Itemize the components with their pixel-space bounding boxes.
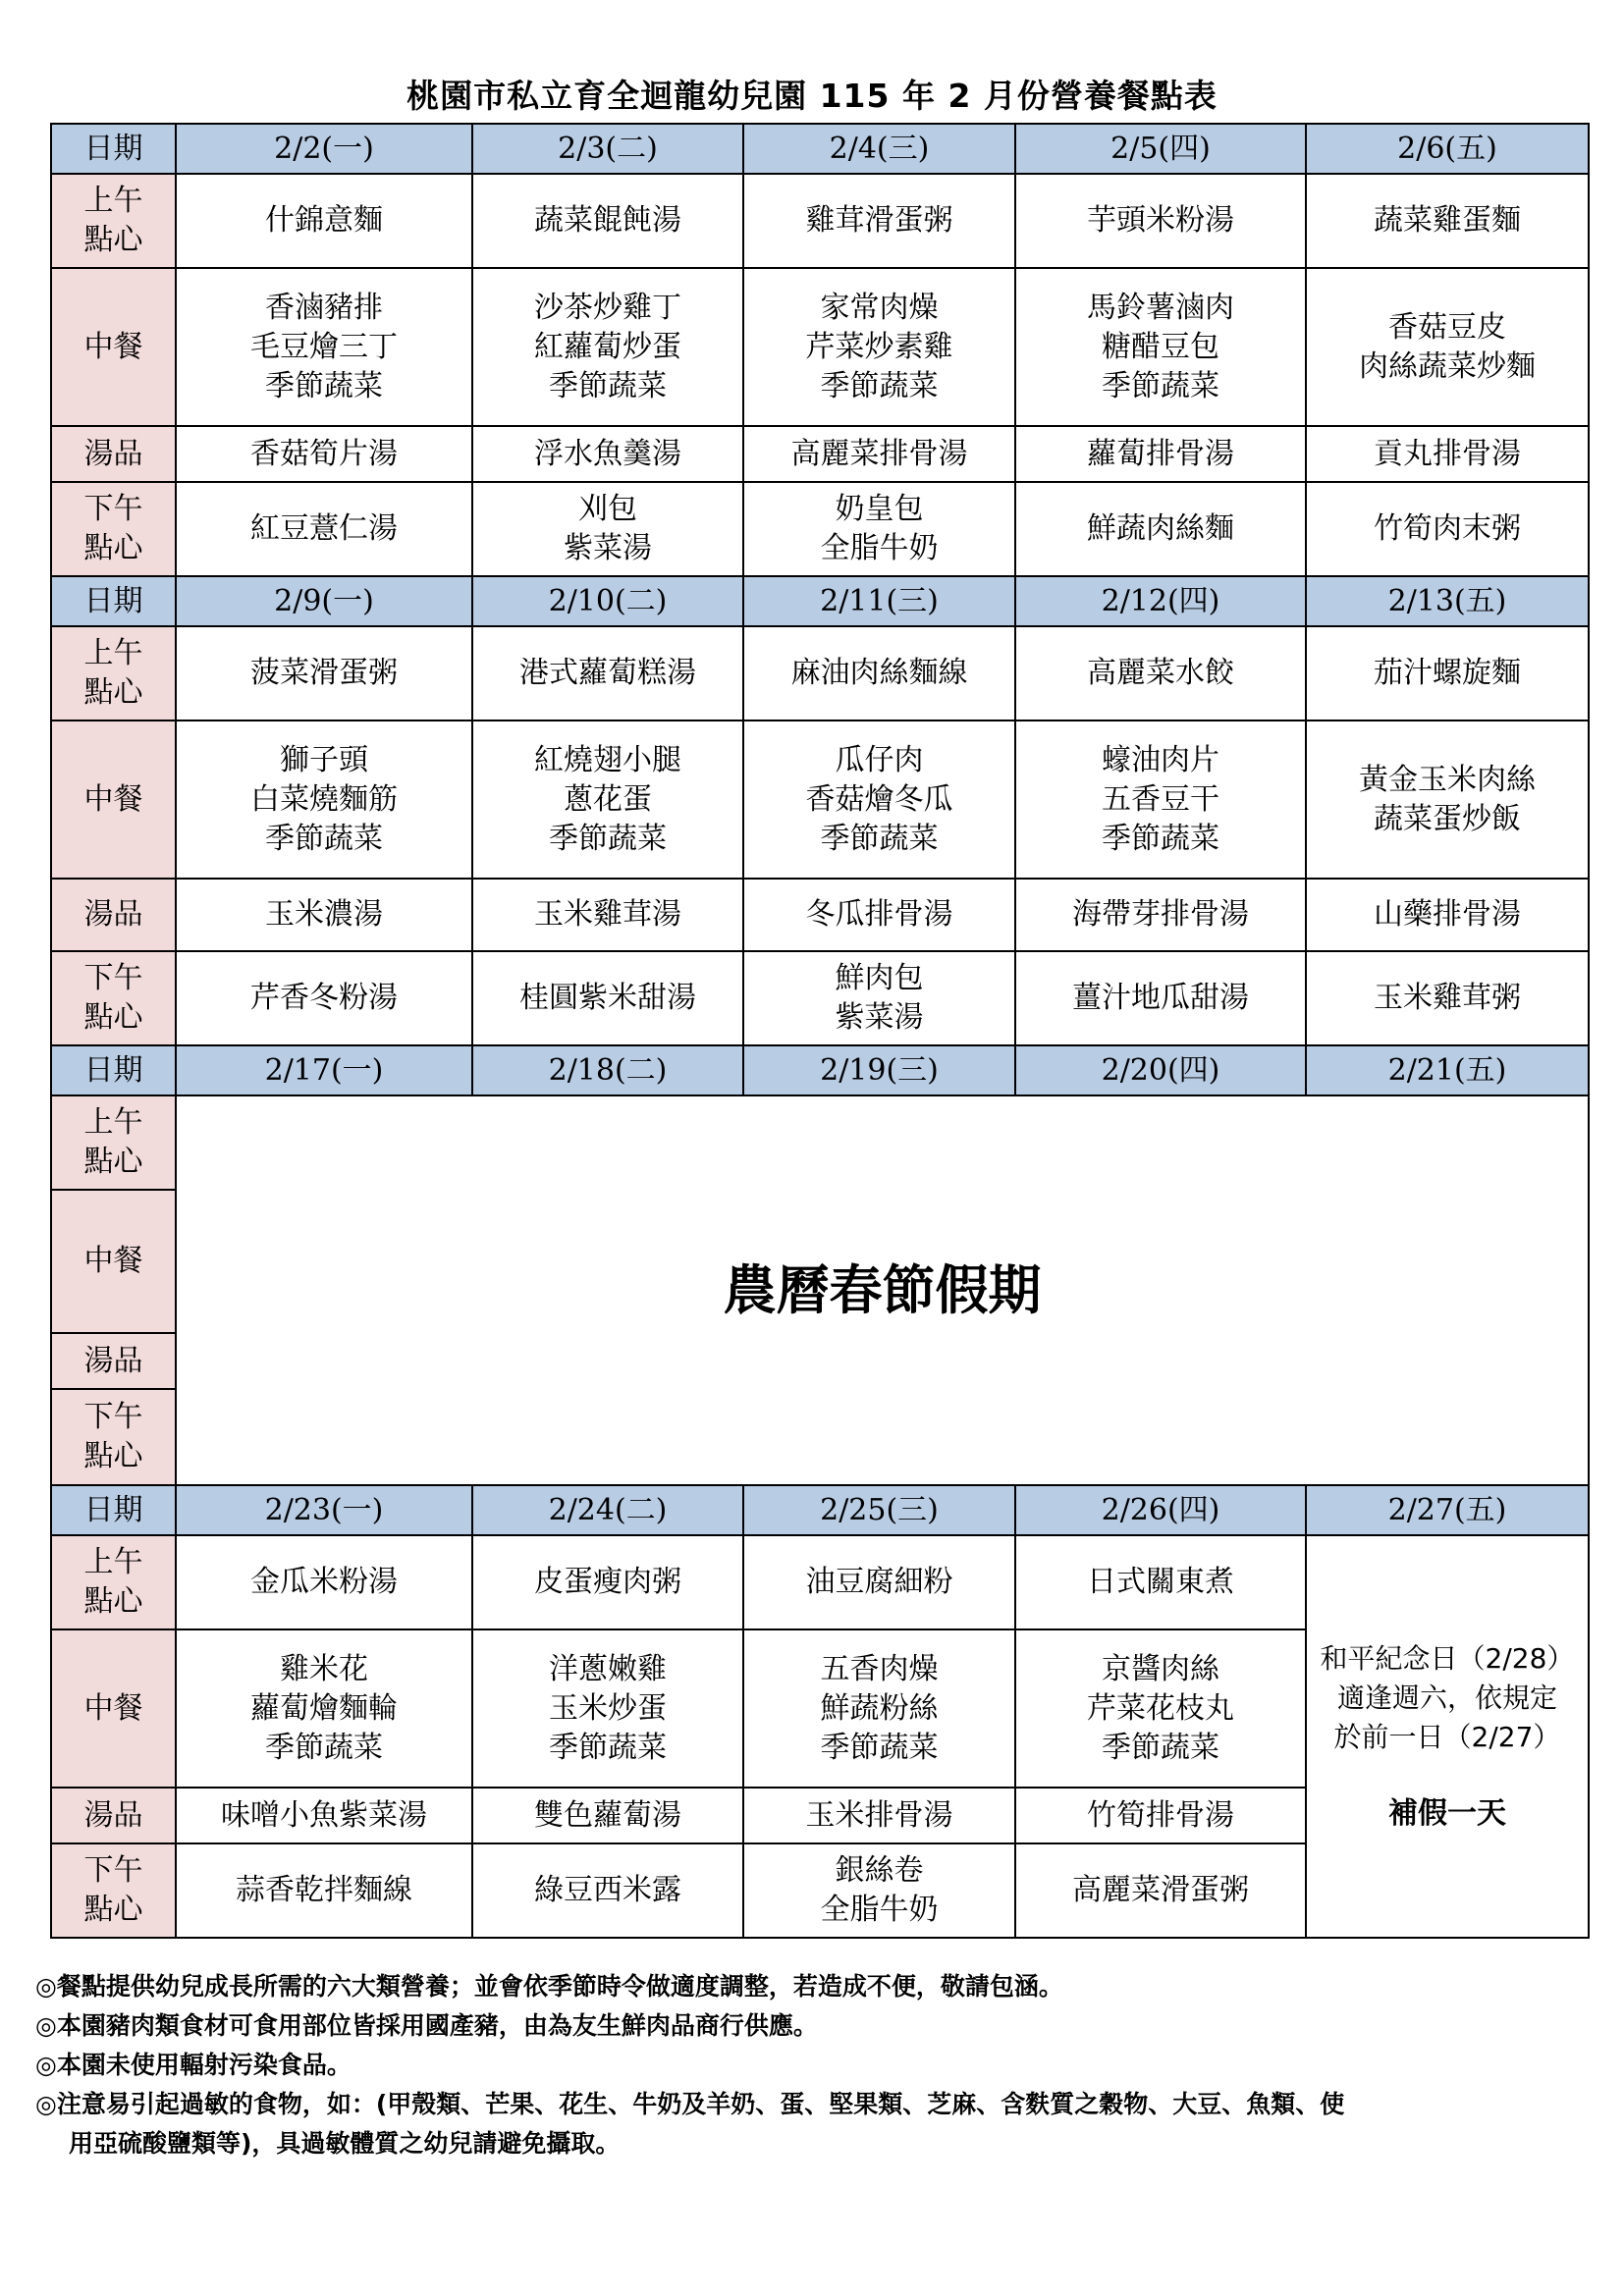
soup-menu-cell: 山藥排骨湯 [1306, 879, 1589, 951]
afternoon-label-line: 點心 [83, 1439, 143, 1473]
afternoon-label-line: 點心 [83, 1893, 143, 1927]
afternoon-menu-cell [472, 951, 743, 1045]
afternoon-menu-cell [176, 951, 472, 1045]
soup-menu-cell: 冬瓜排骨湯 [743, 879, 1015, 951]
morning-menu-cell: 金瓜米粉湯 [176, 1535, 472, 1629]
lunch-menu-cell [472, 268, 743, 426]
footnote-nutrition: ◎餐點提供幼兒成長所需的六大類營養；並會依季節時令做適度調整，若造成不便，敬請包涵。 [35, 1972, 1063, 2001]
menu-item: 紅蘿蔔炒蛋 [534, 329, 681, 364]
date-cell: 2/18(二) [472, 1045, 743, 1095]
date-cell: 2/19(三) [743, 1045, 1015, 1095]
morning-label-line: 上午 [83, 1545, 143, 1579]
note-line: 適逢週六，依規定 [1336, 1682, 1557, 1714]
menu-item: 馬鈴薯滷肉 [1087, 290, 1234, 325]
menu-item: 五香肉燥 [820, 1651, 939, 1686]
lunch-menu-cell [176, 268, 472, 426]
date-cell: 2/20(四) [1015, 1045, 1306, 1095]
menu-item: 玉米炒蛋 [549, 1690, 667, 1726]
menu-item: 奶皇包 [835, 492, 924, 526]
morning-menu-cell: 蔬菜餛飩湯 [472, 174, 743, 268]
soup-menu-cell: 浮水魚羹湯 [472, 426, 743, 482]
afternoon-menu-cell [743, 951, 1015, 1045]
morning-menu-cell: 茄汁螺旋麵 [1306, 626, 1589, 721]
week-4-morning-row [51, 1535, 1589, 1629]
week-2-afternoon-row [51, 951, 1589, 1045]
week-2-soup-row [51, 879, 1589, 951]
menu-item: 蔥花蛋 [564, 781, 652, 817]
afternoon-menu-cell [472, 482, 743, 576]
date-cell: 2/25(三) [743, 1485, 1015, 1535]
footnote-radiation: ◎本園未使用輻射污染食品。 [35, 2051, 352, 2079]
menu-item: 鮮蔬肉絲麵 [1087, 511, 1234, 546]
menu-item: 季節蔬菜 [549, 1730, 667, 1765]
menu-item: 鮮肉包 [835, 961, 924, 995]
menu-item: 薑汁地瓜甜湯 [1072, 981, 1249, 1015]
menu-item: 全脂牛奶 [820, 1893, 939, 1927]
soup-row-label: 湯品 [51, 879, 176, 951]
menu-item: 季節蔬菜 [265, 1730, 383, 1765]
holiday-notice: 農曆春節假期 [176, 1095, 1589, 1485]
menu-item: 高麗菜滑蛋粥 [1072, 1873, 1249, 1907]
menu-item: 香菇燴冬瓜 [805, 781, 953, 817]
lunch-menu-cell [176, 721, 472, 879]
afternoon-label-line: 點心 [83, 1000, 143, 1035]
morning-menu-cell: 蔬菜雞蛋麵 [1306, 174, 1589, 268]
menu-item: 芹香冬粉湯 [250, 981, 398, 1015]
week-1-morning-row [51, 174, 1589, 268]
lunch-row-label: 中餐 [51, 268, 176, 426]
afternoon-row-label [51, 1843, 176, 1938]
lunch-row-label: 中餐 [51, 1190, 176, 1333]
lunch-menu-cell [176, 1629, 472, 1788]
menu-item: 蔬菜蛋炒飯 [1374, 801, 1521, 836]
afternoon-menu-cell [1306, 482, 1589, 576]
menu-item: 京醬肉絲 [1102, 1651, 1219, 1686]
morning-row-label [51, 1535, 176, 1629]
soup-row-label: 湯品 [51, 1333, 176, 1389]
afternoon-menu-cell [1015, 1843, 1306, 1938]
lunch-menu-cell [743, 721, 1015, 879]
lunch-menu-cell [1015, 721, 1306, 879]
soup-menu-cell: 竹筍排骨湯 [1015, 1788, 1306, 1843]
afternoon-menu-cell [176, 1843, 472, 1938]
week-1-date-row [51, 124, 1589, 174]
menu-item: 紅燒翅小腿 [534, 742, 681, 777]
morning-label-line: 上午 [83, 636, 143, 670]
menu-item: 紫菜湯 [835, 1000, 924, 1035]
afternoon-menu-cell [1015, 951, 1306, 1045]
morning-menu-cell: 芋頭米粉湯 [1015, 174, 1306, 268]
soup-menu-cell: 貢丸排骨湯 [1306, 426, 1589, 482]
lunch-row-label: 中餐 [51, 721, 176, 879]
menu-item: 蘿蔔燴麵輪 [250, 1690, 398, 1726]
date-cell: 2/11(三) [743, 576, 1015, 626]
menu-item: 季節蔬菜 [1102, 821, 1219, 856]
week-2-morning-row [51, 626, 1589, 721]
afternoon-row-label [51, 1389, 176, 1485]
morning-menu-cell: 油豆腐細粉 [743, 1535, 1015, 1629]
lunch-menu-cell [1306, 268, 1589, 426]
date-row-label: 日期 [51, 1045, 176, 1095]
soup-menu-cell: 味噌小魚紫菜湯 [176, 1788, 472, 1843]
menu-item: 銀絲卷 [835, 1853, 924, 1888]
menu-item: 肉絲蔬菜炒麵 [1359, 348, 1536, 384]
morning-label-line: 點心 [83, 675, 143, 710]
footnotes [35, 1967, 1606, 2163]
lunch-row-label: 中餐 [51, 1629, 176, 1788]
lunch-menu-cell [472, 721, 743, 879]
menu-item: 季節蔬菜 [820, 1730, 939, 1765]
menu-item: 雞米花 [280, 1651, 368, 1686]
menu-item: 季節蔬菜 [265, 821, 383, 856]
menu-item: 紫菜湯 [564, 531, 652, 565]
page-title: 桃園市私立育全迴龍幼兒園 115 年 2 月份營養餐點表 [406, 77, 1218, 115]
menu-item: 季節蔬菜 [820, 368, 939, 403]
soup-menu-cell: 香菇筍片湯 [176, 426, 472, 482]
menu-item: 紅豆薏仁湯 [250, 511, 398, 546]
lunch-menu-cell [743, 1629, 1015, 1788]
date-cell: 2/27(五) [1306, 1485, 1589, 1535]
menu-item: 芹菜花枝丸 [1087, 1690, 1234, 1726]
morning-label-line: 上午 [83, 1105, 143, 1140]
morning-menu-cell: 菠菜滑蛋粥 [176, 626, 472, 721]
morning-menu-cell: 港式蘿蔔糕湯 [472, 626, 743, 721]
menu-item: 糖醋豆包 [1102, 329, 1219, 364]
morning-menu-cell: 高麗菜水餃 [1015, 626, 1306, 721]
soup-row-label: 湯品 [51, 426, 176, 482]
morning-menu-cell: 雞茸滑蛋粥 [743, 174, 1015, 268]
lunch-menu-cell [1306, 721, 1589, 879]
menu-item: 五香豆干 [1102, 781, 1219, 817]
morning-menu-cell: 麻油肉絲麵線 [743, 626, 1015, 721]
date-cell: 2/9(一) [176, 576, 472, 626]
menu-item: 家常肉燥 [820, 290, 939, 325]
date-cell: 2/12(四) [1015, 576, 1306, 626]
date-row-label: 日期 [51, 124, 176, 174]
afternoon-label-line: 下午 [83, 492, 143, 526]
menu-item: 全脂牛奶 [820, 531, 939, 565]
lunch-menu-cell [743, 268, 1015, 426]
soup-menu-cell: 玉米雞茸湯 [472, 879, 743, 951]
morning-row-label [51, 174, 176, 268]
afternoon-label-line: 下午 [83, 1853, 143, 1888]
week-2-lunch-row [51, 721, 1589, 879]
menu-item: 季節蔬菜 [549, 368, 667, 403]
date-cell: 2/2(一) [176, 124, 472, 174]
note-emphasis: 補假一天 [1388, 1796, 1506, 1831]
menu-item: 桂圓紫米甜湯 [519, 981, 696, 1015]
morning-label-line: 點心 [83, 1145, 143, 1179]
date-cell: 2/3(二) [472, 124, 743, 174]
menu-item: 鮮蔬粉絲 [820, 1690, 939, 1726]
menu-item: 季節蔬菜 [549, 821, 667, 856]
note-line: 和平紀念日（2/28） [1320, 1642, 1575, 1675]
date-cell: 2/26(四) [1015, 1485, 1306, 1535]
morning-label-line: 點心 [83, 1584, 143, 1619]
menu-item: 芹菜炒素雞 [805, 329, 953, 364]
footnote-allergy-continued: 用亞硫酸鹽類等)，具過敏體質之幼兒請避免攝取。 [69, 2129, 621, 2158]
morning-label-line: 點心 [83, 223, 143, 257]
morning-row-label [51, 1095, 176, 1190]
menu-item: 刈包 [578, 492, 637, 526]
week-1-soup-row [51, 426, 1589, 482]
makeup-holiday-note [1306, 1535, 1589, 1938]
menu-item: 黃金玉米肉絲 [1359, 762, 1536, 797]
menu-item: 獅子頭 [280, 742, 368, 777]
soup-menu-cell: 雙色蘿蔔湯 [472, 1788, 743, 1843]
date-row-label: 日期 [51, 1485, 176, 1535]
menu-item: 毛豆燴三丁 [250, 329, 398, 364]
morning-row-label [51, 626, 176, 721]
soup-menu-cell: 海帶芽排骨湯 [1015, 879, 1306, 951]
afternoon-row-label [51, 482, 176, 576]
menu-item: 蒜香乾拌麵線 [236, 1873, 412, 1907]
soup-menu-cell: 高麗菜排骨湯 [743, 426, 1015, 482]
afternoon-menu-cell [1306, 951, 1589, 1045]
afternoon-menu-cell [472, 1843, 743, 1938]
menu-item: 玉米雞茸粥 [1374, 981, 1521, 1015]
date-cell: 2/13(五) [1306, 576, 1589, 626]
menu-item: 季節蔬菜 [1102, 1730, 1219, 1765]
date-cell: 2/23(一) [176, 1485, 472, 1535]
menu-item: 瓜仔肉 [835, 742, 924, 777]
menu-item: 香滷豬排 [265, 290, 383, 325]
date-cell: 2/21(五) [1306, 1045, 1589, 1095]
date-cell: 2/6(五) [1306, 124, 1589, 174]
date-cell: 2/24(二) [472, 1485, 743, 1535]
menu-item: 香菇豆皮 [1388, 309, 1506, 345]
soup-menu-cell: 玉米排骨湯 [743, 1788, 1015, 1843]
menu-item: 沙茶炒雞丁 [534, 290, 681, 325]
footnote-pork-source: ◎本園豬肉類食材可食用部位皆採用國產豬，由為友生鮮肉品商行供應。 [35, 2011, 818, 2040]
week-1-lunch-row [51, 268, 1589, 426]
afternoon-label-line: 點心 [83, 531, 143, 565]
lunch-menu-cell [1015, 268, 1306, 426]
lunch-menu-cell [1015, 1629, 1306, 1788]
menu-item: 季節蔬菜 [265, 368, 383, 403]
week-1-afternoon-row [51, 482, 1589, 576]
afternoon-menu-cell [743, 1843, 1015, 1938]
menu-item: 季節蔬菜 [820, 821, 939, 856]
menu-item: 綠豆西米露 [534, 1873, 681, 1907]
week-3-date-row [51, 1045, 1589, 1095]
menu-item: 蠔油肉片 [1102, 742, 1219, 777]
afternoon-menu-cell [176, 482, 472, 576]
afternoon-label-line: 下午 [83, 1400, 143, 1434]
note-line: 於前一日（2/27） [1333, 1721, 1561, 1753]
afternoon-label-line: 下午 [83, 961, 143, 995]
soup-row-label: 湯品 [51, 1788, 176, 1843]
week-4-date-row [51, 1485, 1589, 1535]
morning-menu-cell: 什錦意麵 [176, 174, 472, 268]
morning-label-line: 上午 [83, 184, 143, 218]
meal-schedule-table [50, 123, 1590, 1939]
morning-menu-cell: 皮蛋瘦肉粥 [472, 1535, 743, 1629]
week-2-date-row [51, 576, 1589, 626]
menu-item: 白菜燒麵筋 [250, 781, 398, 817]
date-cell: 2/10(二) [472, 576, 743, 626]
afternoon-menu-cell [1015, 482, 1306, 576]
menu-item: 洋蔥嫩雞 [549, 1651, 667, 1686]
week-3-morning-row [51, 1095, 1589, 1190]
date-cell: 2/17(一) [176, 1045, 472, 1095]
lunch-menu-cell [472, 1629, 743, 1788]
date-row-label: 日期 [51, 576, 176, 626]
menu-item: 季節蔬菜 [1102, 368, 1219, 403]
footnote-allergy: ◎注意易引起過敏的食物，如：(甲殼類、芒果、花生、牛奶及羊奶、蛋、堅果類、芝麻、含麩質之穀物、大豆、魚類、使 [35, 2090, 1345, 2118]
date-cell: 2/5(四) [1015, 124, 1306, 174]
menu-item: 竹筍肉末粥 [1374, 511, 1521, 546]
morning-menu-cell: 日式關東煮 [1015, 1535, 1306, 1629]
afternoon-row-label [51, 951, 176, 1045]
soup-menu-cell: 玉米濃湯 [176, 879, 472, 951]
date-cell: 2/4(三) [743, 124, 1015, 174]
soup-menu-cell: 蘿蔔排骨湯 [1015, 426, 1306, 482]
afternoon-menu-cell [743, 482, 1015, 576]
